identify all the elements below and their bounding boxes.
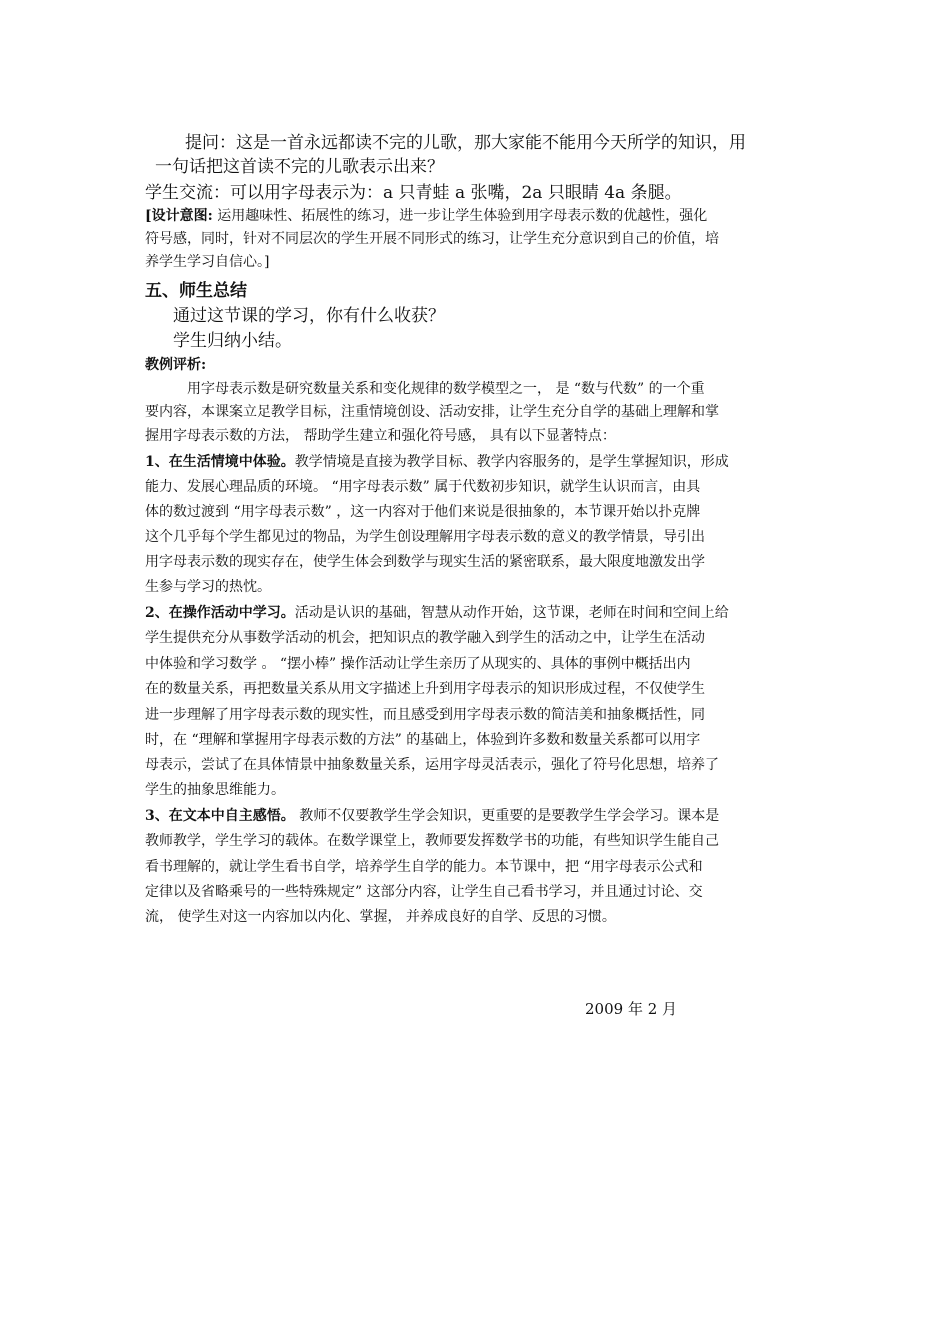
question-line-2: 一句话把这首读不完的儿歌表示出来？	[155, 157, 444, 177]
point-2-line: 母表示，尝试了在具体情景中抽象数量关系，运用字母灵活表示，强化了符号化思想，培养了	[145, 757, 719, 773]
point-2-line: 学生提供充分从事数学活动的机会，把知识点的教学融入到学生的活动之中，让学生在活动	[145, 630, 705, 646]
question-line-1: 提问：这是一首永远都读不完的儿歌，那大家能不能用今天所学的知识，用	[185, 133, 746, 153]
section5-question: 通过这节课的学习，你有什么收获？	[173, 306, 445, 326]
point-3-line: 看书理解的，就让学生看书自学，培养学生自学的能力。本节课中，把 “用字母表示公式和	[145, 859, 703, 875]
document-date: 2009 年 2 月	[585, 1000, 678, 1018]
student-exchange: 学生交流：可以用字母表示为：a 只青蛙 a 张嘴，2a 只眼睛 4a 条腿。	[145, 183, 682, 203]
point-2-line: 在的数量关系，再把数量关系从用文字描述上升到用字母表示的知识形成过程，不仅使学生	[145, 681, 705, 697]
point-1-line: 这个几乎每个学生都见过的物品，为学生创设理解用字母表示数的意义的教学情景，导引出	[145, 529, 705, 545]
point-1-line: 生参与学习的热忱。	[145, 579, 271, 595]
point-1-line: 能力、发展心理品质的环境。 “用字母表示数” 属于代数初步知识，就学生认识而言，由具	[145, 479, 701, 495]
section5-answer: 学生归纳小结。	[173, 331, 292, 351]
design-intent-label: [设计意图:	[145, 208, 213, 224]
point-2-line: 时，在 “理解和掌握用字母表示数的方法” 的基础上，体验到许多数和数量关系都可以用字	[145, 732, 701, 748]
point-3-title: 3、在文本中自主感悟。	[145, 808, 295, 824]
point-3-line: 流， 使学生对这一内容加以内化、掌握， 并养成良好的自学、反思的习惯。	[145, 909, 616, 925]
point-2-line: 进一步理解了用字母表示数的现实性，而且感受到用字母表示数的简洁美和抽象概括性，同	[145, 707, 705, 723]
design-intent-line-1	[145, 205, 707, 225]
point-1-line: 用字母表示数的现实存在，使学生体会到数学与现实生活的紧密联系，最大限度地激发出学	[145, 554, 705, 570]
design-intent-line-2: 符号感，同时，针对不同层次的学生开展不同形式的练习，让学生充分意识到自己的价值，培	[145, 231, 719, 247]
point-2-line: 学生的抽象思维能力。	[145, 782, 285, 798]
point-3-line: 定律以及省略乘号的一些特殊规定” 这部分内容，让学生自己看书学习，并且通过讨论、交	[145, 884, 703, 900]
point-2-first-line	[145, 602, 729, 622]
point-1-text: 教学情境是直接为教学目标、教学内容服务的，是学生掌握知识，形成	[294, 454, 729, 470]
design-intent-line-3: 养学生学习自信心。]	[145, 254, 270, 270]
analysis-heading: 教例评析:	[145, 357, 207, 373]
point-2-line: 中体验和学习数学 。 “摆小棒” 操作活动让学生亲历了从现实的、具体的事例中概括出内	[145, 656, 691, 672]
point-2-title: 2、在操作活动中学习。	[145, 605, 295, 621]
point-1-first-line	[145, 451, 729, 471]
point-2-text: 活动是认识的基础，智慧从动作开始，这节课，老师在时间和空间上给	[294, 605, 729, 621]
point-3-line: 教师教学，学生学习的载体。在数学课堂上，教师要发挥数学书的功能，有些知识学生能自己	[145, 833, 719, 849]
point-3-first-line	[145, 805, 719, 825]
section5-heading: 五、师生总结	[145, 281, 247, 301]
point-1-title: 1、在生活情境中体验。	[145, 454, 295, 470]
point-3-text: 教师不仅要教学生学会知识，更重要的是要教学生学会学习。课本是	[294, 808, 720, 824]
analysis-intro-line: 握用字母表示数的方法， 帮助学生建立和强化符号感， 具有以下显著特点：	[145, 428, 616, 444]
point-1-line: 体的数过渡到 “用字母表示数” ，这一内容对于他们来说是很抽象的，本节课开始以扑克牌	[145, 504, 701, 520]
design-intent-text: 运用趣味性、拓展性的练习，进一步让学生体验到用字母表示数的优越性，强化	[212, 208, 708, 224]
analysis-intro-line: 要内容，本课案立足教学目标，注重情境创设、活动安排，让学生充分自学的基础上理解和掌	[145, 404, 719, 420]
analysis-intro-line: 用字母表示数是研究数量关系和变化规律的数学模型之一， 是 “数与代数” 的一个重	[187, 381, 705, 397]
